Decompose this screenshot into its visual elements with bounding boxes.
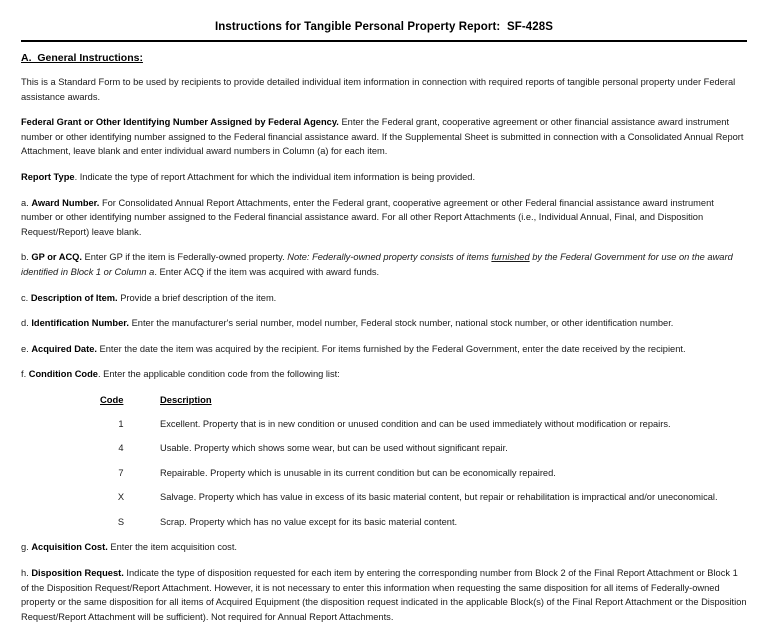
item-f-label: Condition Code bbox=[28, 369, 98, 380]
cell-description: Repairable. Property which is unusable in its current condition but can be economically repaired. bbox=[160, 467, 556, 478]
item-b-body-second: . Enter ACQ if the item was acquired with award funds. bbox=[154, 266, 380, 277]
report-type-label: Report Type bbox=[21, 171, 75, 182]
item-b-prefix: b. bbox=[21, 252, 32, 263]
paragraph-federal-grant bbox=[21, 115, 747, 159]
item-a-label: Award Number. bbox=[31, 197, 100, 208]
cell-description: Usable. Property which shows some wear, but can be used without significant repair. bbox=[160, 443, 508, 454]
item-e-label: Acquired Date. bbox=[31, 343, 97, 354]
federal-grant-label: Federal Grant or Other Identifying Number Assigned by Federal Agency. bbox=[21, 117, 339, 128]
table-header-row bbox=[21, 393, 718, 417]
item-g-label: Acquisition Cost. bbox=[31, 542, 108, 553]
item-b-note-italic-first: Note: Federally-owned property consists of items bbox=[287, 252, 492, 263]
paragraph-b-gp-or-acq bbox=[21, 250, 747, 279]
item-h-prefix: h. bbox=[21, 568, 32, 579]
item-c-body: Provide a brief description of the item. bbox=[117, 292, 277, 303]
item-d-prefix: d. bbox=[21, 318, 32, 329]
cell-description: Excellent. Property that is in new condition or unused condition and can be used immediately without modification or repairs. bbox=[160, 418, 671, 429]
item-b-body-first: Enter GP if the item is Federally-owned property. bbox=[81, 252, 288, 263]
table-row bbox=[21, 417, 718, 442]
item-c-label: Description of Item. bbox=[30, 292, 118, 303]
cell-code: S bbox=[117, 516, 125, 527]
cell-code: 4 bbox=[118, 443, 124, 454]
cell-code: 1 bbox=[118, 418, 124, 429]
item-a-prefix: a. bbox=[21, 197, 32, 208]
item-h-label: Disposition Request. bbox=[31, 568, 124, 579]
item-b-note-furnished-emphasis: furnished bbox=[491, 252, 530, 263]
paragraph-h-disposition-request bbox=[21, 566, 747, 624]
section-heading-general-instructions: A. General Instructions: bbox=[21, 52, 143, 64]
paragraph-report-type bbox=[21, 170, 747, 185]
cell-description: Scrap. Property which has no value except for its basic material content. bbox=[160, 516, 458, 527]
condition-code-table bbox=[21, 393, 718, 530]
federal-grant-body: Enter the Federal grant, cooperative agreement or other financial assistance award instrument number or other identifying number assigned to the Federal financial assistance award. If the Supplemental Sheet is submitted in connection with a Consolidated Annual Report Attachment, leave blank and enter individual award numbers in Column (a) for each item. bbox=[21, 117, 744, 157]
cell-code: 7 bbox=[118, 467, 124, 478]
paragraph-g-acquisition-cost bbox=[21, 540, 747, 555]
item-h-body: Indicate the type of disposition requested for each item by entering the corresponding number from Block 2 of the Final Report Attachment or Block 1 of the Disposition Request/Report Attachment. However, it is not necessary to enter this information when requesting the same disposition for all items of Federally-owned property or the same disposition for all items of Acquired Equipment (the disposition request indicated in the applicable Block(s) of the Final Report Attachment or the Disposition Request/Report Attachment will be sufficient). Not required for Annual Report Attachments. bbox=[21, 568, 747, 622]
cell-description: Salvage. Property which has value in excess of its basic material content, but repair or rehabilitation is impractical and/or uneconomical. bbox=[160, 492, 718, 503]
item-g-prefix: g. bbox=[21, 542, 32, 553]
item-b-note-italic-second: by the Federal Government for use on the award identified in Block 1 or Column a bbox=[21, 252, 733, 277]
item-d-label: Identification Number. bbox=[31, 318, 129, 329]
item-g-body: Enter the item acquisition cost. bbox=[107, 542, 237, 553]
item-b-label: GP or ACQ. bbox=[31, 252, 82, 263]
column-header-description: Description bbox=[160, 393, 212, 405]
paragraph-e-acquired-date bbox=[21, 342, 747, 357]
paragraph-d-identification-number bbox=[21, 316, 747, 331]
item-c-prefix: c. bbox=[21, 292, 31, 303]
cell-code: X bbox=[117, 492, 125, 503]
item-d-body: Enter the manufacturer's serial number, model number, Federal stock number, national stock number, or other identification number. bbox=[128, 318, 674, 329]
table-row bbox=[21, 490, 718, 515]
item-e-body: Enter the date the item was acquired by the recipient. For items furnished by the Federal Government, enter the date received by the recipient. bbox=[96, 343, 686, 354]
paragraph-intro: This is a Standard Form to be used by recipients to provide detailed individual item information in connection with required reports of tangible personal property under Federal assistance awards. bbox=[21, 77, 736, 102]
paragraph-c-description-of-item bbox=[21, 291, 747, 306]
table-row bbox=[21, 515, 718, 530]
item-a-body: For Consolidated Annual Report Attachments, enter the Federal grant, cooperative agreement or other Federal financial assistance award instrument number or other identifying number assigned to the Federal financial assistance award. For all other Report Attachments (i.e., Individual Annual, Final, and Disposition Request/Report) leave blank. bbox=[21, 197, 714, 237]
report-type-body: . Indicate the type of report Attachment for which the individual item information is being provided. bbox=[74, 171, 476, 182]
table-row bbox=[21, 466, 718, 491]
item-f-body: . Enter the applicable condition code from the following list: bbox=[97, 369, 340, 380]
paragraph-a-award-number bbox=[21, 196, 747, 240]
table-row bbox=[21, 441, 718, 466]
title-divider bbox=[21, 40, 747, 42]
page-title: Instructions for Tangible Personal Property Report: SF-428S bbox=[214, 21, 554, 33]
item-e-prefix: e. bbox=[21, 343, 32, 354]
paragraph-f-condition-code bbox=[21, 367, 747, 382]
column-header-code: Code bbox=[100, 393, 124, 405]
item-f-prefix: f. bbox=[21, 369, 29, 380]
